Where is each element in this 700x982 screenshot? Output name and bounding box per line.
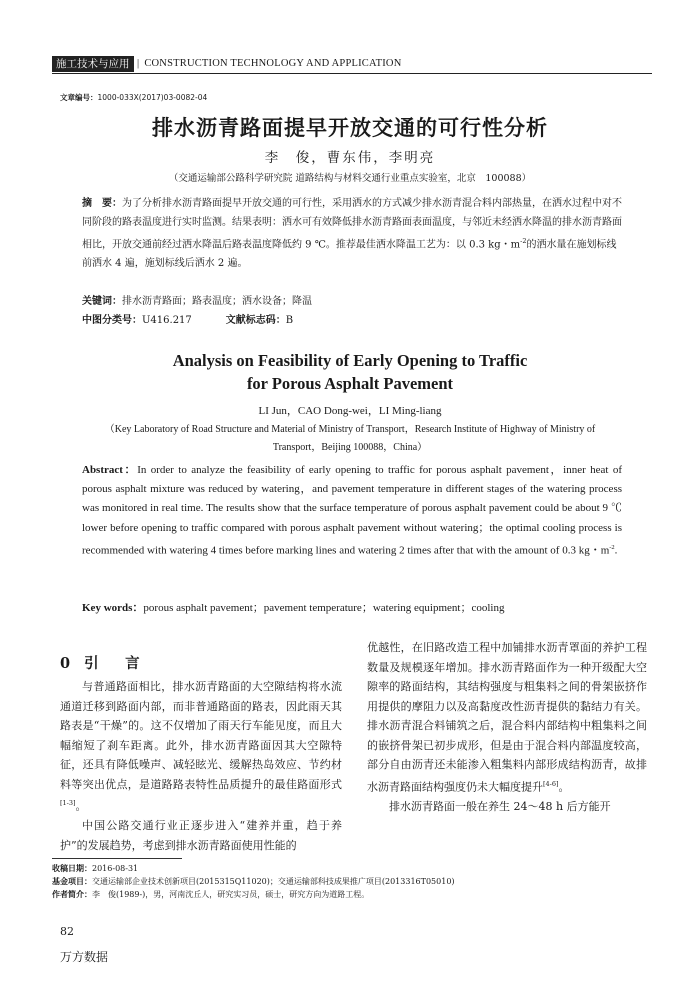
keywords-cn	[82, 292, 622, 311]
right-paragraph-1-end: 。	[558, 780, 570, 794]
section-heading	[60, 652, 146, 673]
journal-running-title: | CONSTRUCTION TECHNOLOGY AND APPLICATION	[137, 58, 402, 69]
body-right-column	[367, 638, 647, 816]
article-number-value: 1000-033X(2017)03-0082-04	[97, 93, 208, 102]
affiliation-cn: （交通运输部公路科学研究院 道路结构与材料交通行业重点实验室，北京 100088）	[168, 173, 532, 184]
abstract-cn-text: 为了分析排水沥青路面提早开放交通的可行性，采用洒水的方式减少排水沥青混合料内部热量，在洒水过程中对不同阶段的路表温度进行实时监测。结果表明：洒水可有效降低排水沥青路面表面温度，与邻近未经洒水降温的排水沥青路面相比，开放交通前经过洒水降温后路表温度降低约 9 ℃。推荐最佳洒水降温工艺为：以 0.3 kg・m	[82, 198, 622, 251]
footnote-received	[52, 862, 652, 875]
article-number-label: 文章编号：	[60, 93, 98, 102]
citation-4-6: [4-6]	[543, 779, 559, 788]
doc-code-label: 文献标志码：	[225, 315, 286, 326]
left-paragraph-1	[60, 677, 342, 816]
authors-cn: 李 俊，曹东伟，李明亮	[264, 150, 436, 166]
author-bio-label: 作者简介：	[52, 889, 92, 899]
article-number	[60, 93, 207, 103]
title-en-line2: for Porous Asphalt Pavement	[246, 374, 454, 393]
header-rule	[52, 73, 652, 74]
left-paragraph-2: 中国公路交通行业正逐步进入“建养并重，趋于养护”的发展趋势，考虑到排水沥青路面使用性能的	[60, 819, 342, 852]
left-paragraph-1-end: 。	[75, 799, 87, 813]
citation-1-3: [1-3]	[60, 799, 76, 807]
abstract-en-text-end: .	[614, 544, 618, 557]
keywords-cn-label: 关键词：	[82, 296, 122, 307]
keywords-en	[82, 599, 622, 618]
classification	[82, 311, 622, 330]
fund-label: 基金项目：	[52, 876, 92, 886]
left-paragraph-1-text: 与普通路面相比，排水沥青路面的大空隙结构将水流通道迁移到路面内部，而非普通路面的路表，因此雨天其路表是“干燥”的。这不仅增加了雨天行车能见度，而且大幅缩短了刹车距离。此外，排水沥青路面因其大空隙特征，还具有降低噪声、减轻眩光、缓解热岛效应、节约材料等突出优点，是道路路表特性品质提升的最佳路面形式	[60, 680, 342, 791]
clc-value: U416.217	[142, 315, 192, 326]
received-date: 2016-08-31	[92, 864, 139, 873]
right-paragraph-1	[367, 638, 647, 797]
abstract-cn	[82, 194, 622, 273]
title-cn: 排水沥青路面提早开放交通的可行性分析	[152, 115, 548, 140]
journal-name: CONSTRUCTION TECHNOLOGY AND APPLICATION	[144, 58, 402, 69]
section-tag: 施工技术与应用	[52, 56, 134, 72]
abstract-en-sup: -2	[609, 543, 615, 551]
abstract-cn-sup: -2	[520, 237, 527, 245]
received-label: 收稿日期：	[52, 863, 92, 873]
right-paragraph-1-text: 优越性，在旧路改造工程中加铺排水沥青罩面的养护工程数量及规模逐年增加。排水沥青路面作为一种开级配大空隙率的路面结构，其结构强度与粗集料之间的骨架嵌挤作用提供的摩阻力以及高黏度改性沥青提供的黏结力有关。排水沥青混合料铺筑之后，混合料内部结构中粗集料之间的嵌挤骨架已初步成形，但是由于混合料内部温度较高，部分自由沥青还未能渗入粗集料内部形成结构沥青，故排水沥青路面结构强度仍未大幅度提升	[367, 641, 647, 794]
title-en-line1: Analysis on Feasibility of Early Opening to Traffic	[172, 351, 528, 370]
page-number: 82	[60, 925, 74, 938]
keywords-cn-text: 排水沥青路面；路表温度；洒水设备；降温	[122, 296, 312, 307]
footnote-fund	[52, 875, 652, 888]
fund-text: 交通运输部企业技术创新项目(2015315Q11020)；交通运输部科技成果推广项目(2013316T05010)	[92, 877, 455, 886]
keywords-en-label: Key words：	[82, 602, 144, 614]
abstract-en	[82, 461, 622, 561]
clc-label: 中图分类号：	[82, 315, 142, 326]
abstract-cn-text-end: 的洒水量在施划标线前洒水 4 遍，施划标线后洒水 2 遍。	[82, 239, 617, 270]
doc-code-value: B	[285, 315, 294, 326]
keywords-en-text: porous asphalt pavement；pavement temperature；watering equipment；cooling	[143, 602, 505, 614]
abstract-en-label: Abstract：	[82, 464, 138, 476]
section-title: 引 言	[84, 655, 146, 672]
abstract-cn-label: 摘 要：	[82, 198, 122, 209]
footnote-author	[52, 888, 652, 901]
body-left-column	[60, 677, 342, 855]
abstract-en-text: In order to analyze the feasibility of early opening to traffic for porous asphalt pavement，inner heat of porous asphalt mixture was reduced by watering，and pavement temperature in different stages of the watering process was monitored in real time. The results show that the surface temperature of porous asphalt pavement could be about 9 ℃ lower before opening to traffic compared with porous asphalt pavement without watering；the optimal cooling process is recommended with watering 4 times before marking lines and watering 2 times after that with the amount of 0.3 kg・m	[82, 464, 622, 557]
author-bio-text: 李 俊(1989-)，男，河南沈丘人，研究实习员，硕士，研究方向为道路工程。	[92, 890, 370, 899]
footnote-rule	[52, 858, 182, 859]
affiliation-en: （Key Laboratory of Road Structure and Material of Ministry of Transport，Research Institute of Highway of Ministry of Transport，Beijing 100088，China）	[104, 424, 596, 453]
right-paragraph-2: 排水沥青路面一般在养生 24～48 h 后方能开	[389, 799, 611, 813]
watermark: 万方数据	[60, 950, 109, 964]
section-number: 0	[60, 655, 77, 672]
authors-en: LI Jun，CAO Dong-wei，LI Ming-liang	[258, 405, 442, 417]
